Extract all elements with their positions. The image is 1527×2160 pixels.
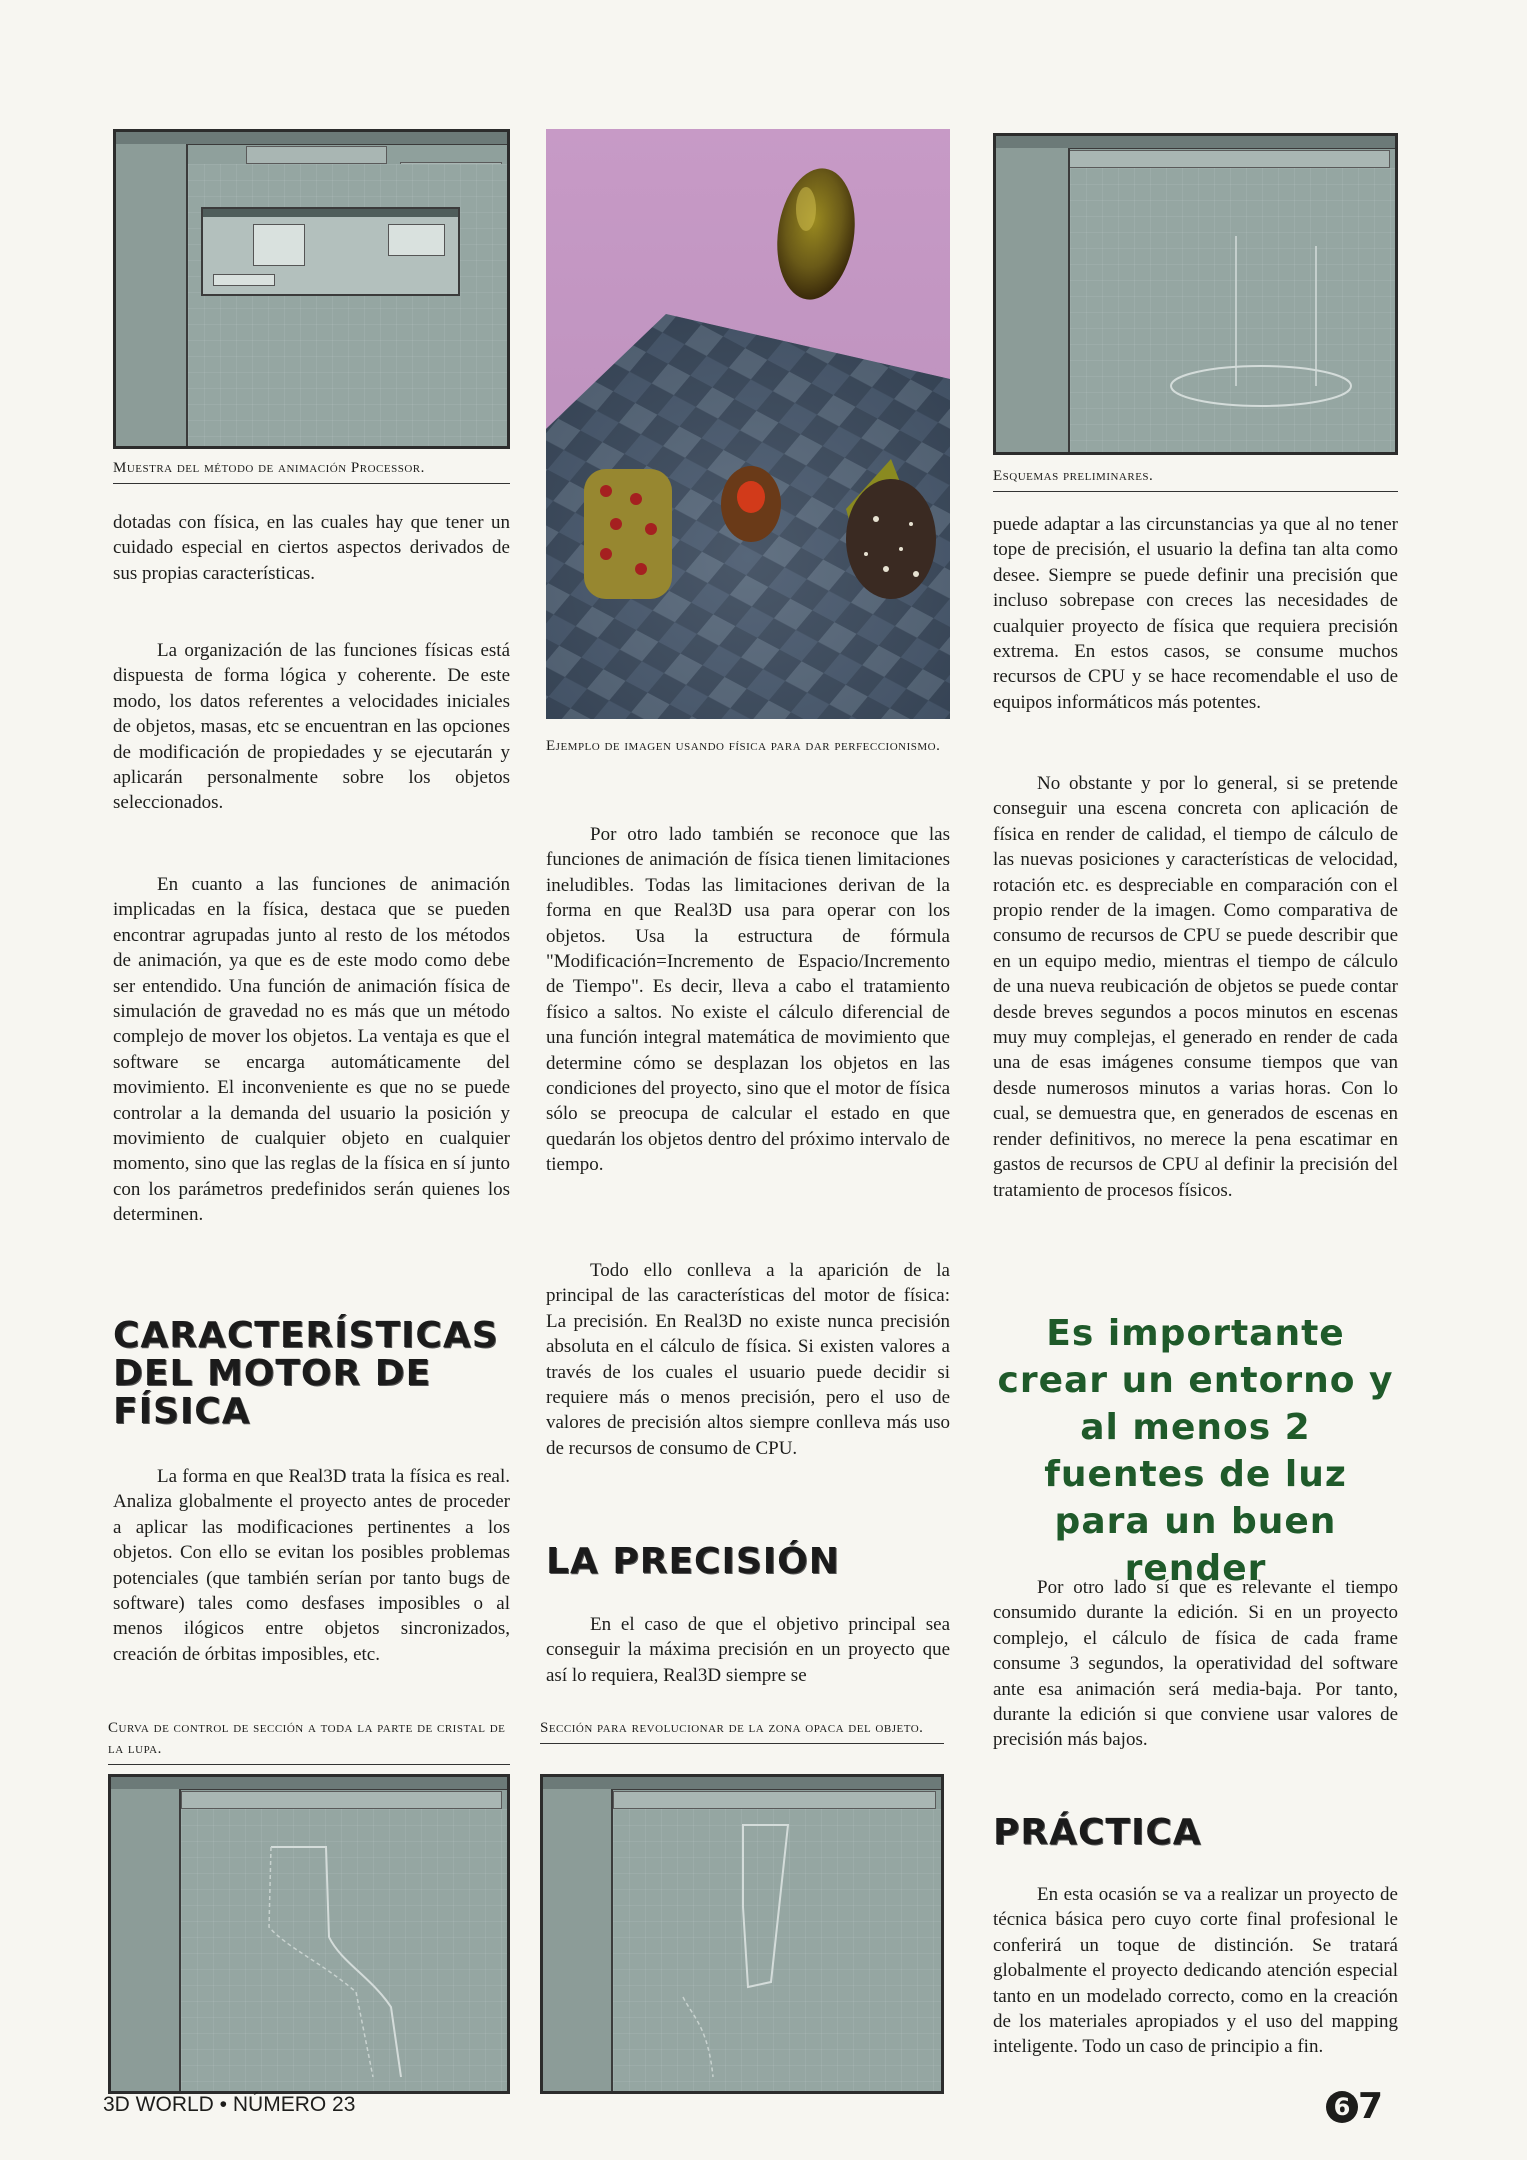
page-number — [1326, 2086, 1383, 2127]
curve-wireframe — [111, 1777, 507, 2091]
col3-paragraph-4: En esta ocasión se va a realizar un proyecto de técnica básica pero cuyo corte final profesional le conferirá un toque de distinción. Se tratará globalmente el proyecto dedicando atención especial tanto en un modelado correcto, como en la creación de los materiales apropiados y el uso del mapping inteligente. Todo un caso de principio a fin. — [993, 1884, 1398, 2058]
footer-magazine: 3D WORLD • NÚMERO 23 — [103, 2093, 356, 2116]
wireframe-sketch — [996, 136, 1395, 452]
col1-paragraph-4: La forma en que Real3D trata la física es real. Analiza globalmente el proyecto antes de proceder a aplicar las modificaciones pertinentes a los objetos. Con ello se evitan los posibles problemas potenciales (que también serían por tanto bugs de software) tales como desfases imposibles o al menos ilógicos entre objetos sincronizados, creación de órbitas imposibles, etc. — [113, 1466, 510, 1665]
heading-practica: PRÁCTICA — [993, 1812, 1202, 1853]
pull-quote: Es importante crear un entorno y al menos 2 fuentes de luz para un buen render — [997, 1313, 1394, 1589]
screenshot-esquemas — [993, 133, 1398, 455]
heading-caracteristicas: CARACTERÍSTICAS DEL MOTOR DE FÍSICA — [113, 1315, 499, 1432]
caption-curva: Curva de control de sección a toda la parte de cristal de la lupa. — [108, 1718, 510, 1765]
section-wireframe — [543, 1777, 941, 2091]
caption-seccion: Sección para revolucionar de la zona opaca del objeto. — [540, 1718, 944, 1744]
screenshot-processor — [113, 129, 510, 449]
page-number-digit: 7 — [1358, 2086, 1384, 2127]
col2-paragraph-3: En el caso de que el objetivo principal sea conseguir la máxima precisión en un proyecto que así lo requiera, Real3D siempre se — [546, 1614, 950, 1686]
caption-esquemas: Esquemas preliminares. — [993, 466, 1398, 492]
col1-paragraph-3: En cuanto a las funciones de animación implicadas en la física, destaca que se pueden encontrar agrupadas junto al resto de los métodos de animación, ya que es de este modo como debe ser entendido. Una función de animación física de simulación de gravedad no es más que un método complejo de mover los objetos. La ventaja es que el software se encarga automáticamente del movimiento. El inconveniente es que no se puede controlar a la demanda del usuario la posición y movimiento de cualquier objeto en cualquier momento, sino que las reglas de la física en sí junto con los parámetros predefinidos serán quienes los determinen. — [113, 874, 510, 1226]
render-image — [546, 129, 950, 719]
col2-paragraph-1: Por otro lado también se reconoce que las funciones de animación de física tienen limitaciones ineludibles. Todas las limitaciones derivan de la forma en que Real3D usa para operar con los objetos. Usa la estructura de fórmula "Modificación=Incremento de Espacio/Incremento de Tiempo". Es decir, lleva a cabo el tratamiento físico a saltos. No existe el cálculo diferencial de una función integral matemática de movimiento que determine cómo se desplazan los objetos en las condiciones del proyecto, sino que el motor de física sólo se preocupa de calcular el estado en que quedarán los objetos dentro del próximo intervalo de tiempo. — [546, 824, 950, 1176]
col3-paragraph-3: Por otro lado sí que es relevante el tiempo consumido durante la edición. Si en un proyecto complejo, el cálculo de física de cada frame consume 3 segundos, la operatividad del software ante esa animación será media-baja. Por tanto, durante la edición si que conviene usar valores de precisión más bajos. — [993, 1577, 1398, 1751]
render-illustration — [546, 129, 950, 719]
heading-precision: LA PRECISIÓN — [546, 1541, 840, 1582]
caption-example: Ejemplo de imagen usando física para dar perfeccionismo. — [546, 738, 941, 754]
page-number-digit-circled: 6 — [1326, 2091, 1358, 2123]
screenshot-curva — [108, 1774, 510, 2094]
caption-processor: Muestra del método de animación Processor. — [113, 458, 510, 484]
col3-paragraph-1: puede adaptar a las circunstancias ya que al no tener tope de precisión, el usuario la defina tan alta como desee. Siempre se puede definir una precisión que incluso sobrepase con creces las necesidades de cualquier proyecto de física que requiera precisión extrema. En estos casos, se consume muchos recursos de CPU y se hace recomendable el uso de equipos informáticos más potentes. — [993, 514, 1398, 713]
col1-paragraph-2: La organización de las funciones físicas está dispuesta de forma lógica y coherente. De este modo, los datos referentes a velocidades iniciales de objetos, masas, etc se encuentran en las opciones de modificación de propiedades y se ejecutarán y aplicarán personalmente sobre los objetos seleccionados. — [113, 640, 510, 814]
col1-paragraph-1: dotadas con física, en las cuales hay que tener un cuidado especial en ciertos aspectos derivados de sus propias características. — [113, 512, 510, 584]
col2-paragraph-2: Todo ello conlleva a la aparición de la principal de las características del motor de física: La precisión. En Real3D no existe nunca precisión absoluta en el cálculo de física. Si existen valores a través de los cuales el usuario puede decidir si requiere más o menos precisión, pero el uso de valores de precisión altos siempre conlleva más uso de recursos de consumo de CPU. — [546, 1260, 950, 1459]
screenshot-seccion — [540, 1774, 944, 2094]
col3-paragraph-2: No obstante y por lo general, si se pretende conseguir una escena concreta con aplicación de física en render de calidad, el tiempo de cálculo de las nuevas posiciones y características de velocidad, rotación etc. es despreciable en comparación con el propio render de la imagen. Como comparativa de consumo de recursos de CPU se puede describir que en un equipo medio, mientras el tiempo de cálculo de una nueva reubicación de objetos se puede contar desde breves segundos a pocos minutos en escenas muy muy complejas, el generado en render de cada una de esas imágenes consume tiempos que van desde numerosos minutos a varias horas. Con lo cual, se demuestra que, en generados de escenas en render definitivos, no merece la pena escatimar en gastos de recursos de CPU al definir la precisión del tratamiento de procesos físicos. — [993, 773, 1398, 1201]
